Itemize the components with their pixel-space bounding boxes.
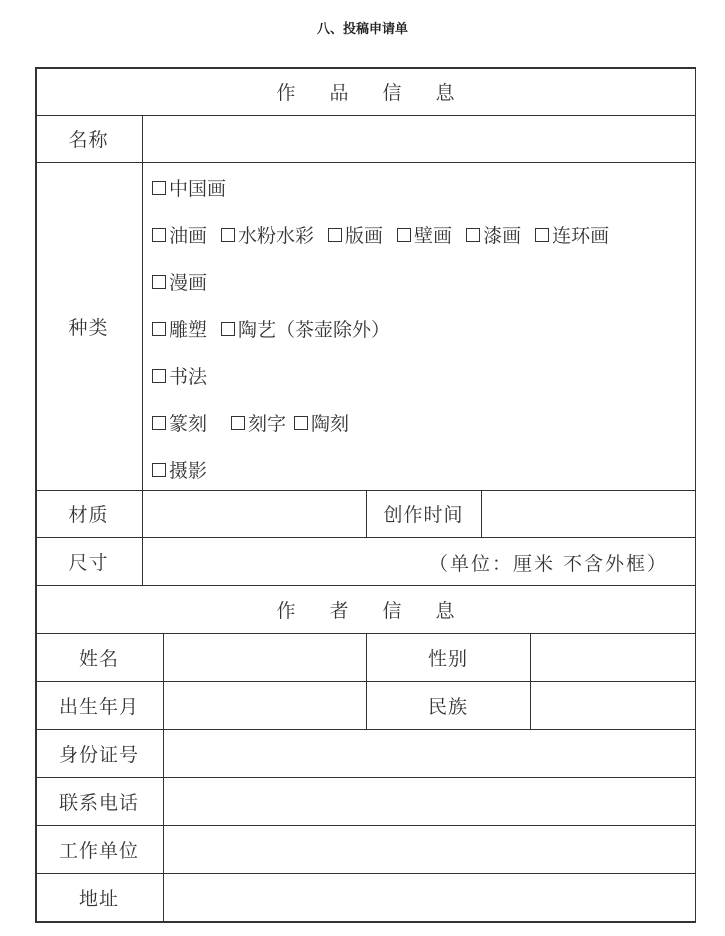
label-address: 地址 xyxy=(78,887,119,910)
category-row-3 xyxy=(152,268,221,295)
border-bottom xyxy=(35,921,696,923)
label-gender: 性别 xyxy=(427,647,468,670)
checkbox-icon[interactable] xyxy=(231,416,245,430)
section-title-work: 作 品 信 息 xyxy=(276,81,469,104)
checkbox-icon[interactable] xyxy=(152,322,166,336)
label-material: 材质 xyxy=(68,504,109,526)
work-name-field[interactable] xyxy=(143,115,695,162)
label-name: 名称 xyxy=(68,129,109,151)
checkbox-icon[interactable] xyxy=(221,322,235,336)
checkbox-icon[interactable] xyxy=(397,228,411,242)
option-pottery-carving[interactable]: 陶刻 xyxy=(294,409,349,436)
checkbox-icon[interactable] xyxy=(152,463,166,477)
label-id-number: 身份证号 xyxy=(58,743,139,766)
option-photography[interactable]: 摄影 xyxy=(152,456,207,483)
document-title: 八、投稿申请单 xyxy=(316,22,408,37)
category-row-5 xyxy=(152,362,221,389)
option-printmaking[interactable]: 版画 xyxy=(328,221,383,248)
label-author-name: 姓名 xyxy=(78,647,119,670)
checkbox-icon[interactable] xyxy=(152,228,166,242)
category-row-1 xyxy=(152,174,240,201)
option-mural[interactable]: 壁画 xyxy=(397,221,452,248)
address-field[interactable] xyxy=(164,873,695,921)
option-gouache-watercolor[interactable]: 水粉水彩 xyxy=(221,221,314,248)
option-ceramics[interactable]: 陶艺（茶壶除外） xyxy=(221,315,390,342)
category-row-2 xyxy=(152,221,609,248)
option-chinese-painting[interactable]: 中国画 xyxy=(152,174,226,201)
id-number-field[interactable] xyxy=(164,729,695,777)
category-row-6 xyxy=(152,409,363,436)
option-cartoon[interactable]: 漫画 xyxy=(152,268,207,295)
section-title-author: 作 者 信 息 xyxy=(276,599,469,622)
checkbox-icon[interactable] xyxy=(152,369,166,383)
checkbox-icon[interactable] xyxy=(152,275,166,289)
option-oil-painting[interactable]: 油画 xyxy=(152,221,207,248)
gender-field[interactable] xyxy=(531,633,695,681)
category-row-4 xyxy=(152,315,404,342)
checkbox-icon[interactable] xyxy=(466,228,480,242)
option-comic-strip[interactable]: 连环画 xyxy=(535,221,609,248)
option-sculpture[interactable]: 雕塑 xyxy=(152,315,207,342)
label-birth: 出生年月 xyxy=(58,695,139,718)
option-seal-carving[interactable]: 篆刻 xyxy=(152,409,207,436)
label-creation-time: 创作时间 xyxy=(383,504,464,526)
option-calligraphy[interactable]: 书法 xyxy=(152,362,207,389)
label-phone: 联系电话 xyxy=(58,791,139,814)
label-size: 尺寸 xyxy=(68,551,109,574)
checkbox-icon[interactable] xyxy=(221,228,235,242)
option-lettering[interactable]: 刻字 xyxy=(231,409,286,436)
birth-field[interactable] xyxy=(164,681,366,729)
checkbox-icon[interactable] xyxy=(152,416,166,430)
creation-time-field[interactable] xyxy=(482,490,695,537)
label-category: 种类 xyxy=(68,316,109,339)
label-ethnicity: 民族 xyxy=(427,695,468,718)
checkbox-icon[interactable] xyxy=(328,228,342,242)
workplace-field[interactable] xyxy=(164,825,695,873)
label-workplace: 工作单位 xyxy=(58,839,139,862)
submission-form xyxy=(35,67,696,923)
checkbox-icon[interactable] xyxy=(294,416,308,430)
checkbox-icon[interactable] xyxy=(152,181,166,195)
size-unit-note: （单位：厘米 不含外框） xyxy=(428,553,668,575)
author-name-field[interactable] xyxy=(164,633,366,681)
option-lacquer[interactable]: 漆画 xyxy=(466,221,521,248)
phone-field[interactable] xyxy=(164,777,695,825)
ethnicity-field[interactable] xyxy=(531,681,695,729)
category-row-7 xyxy=(152,456,221,483)
checkbox-icon[interactable] xyxy=(535,228,549,242)
material-field[interactable] xyxy=(143,490,366,537)
